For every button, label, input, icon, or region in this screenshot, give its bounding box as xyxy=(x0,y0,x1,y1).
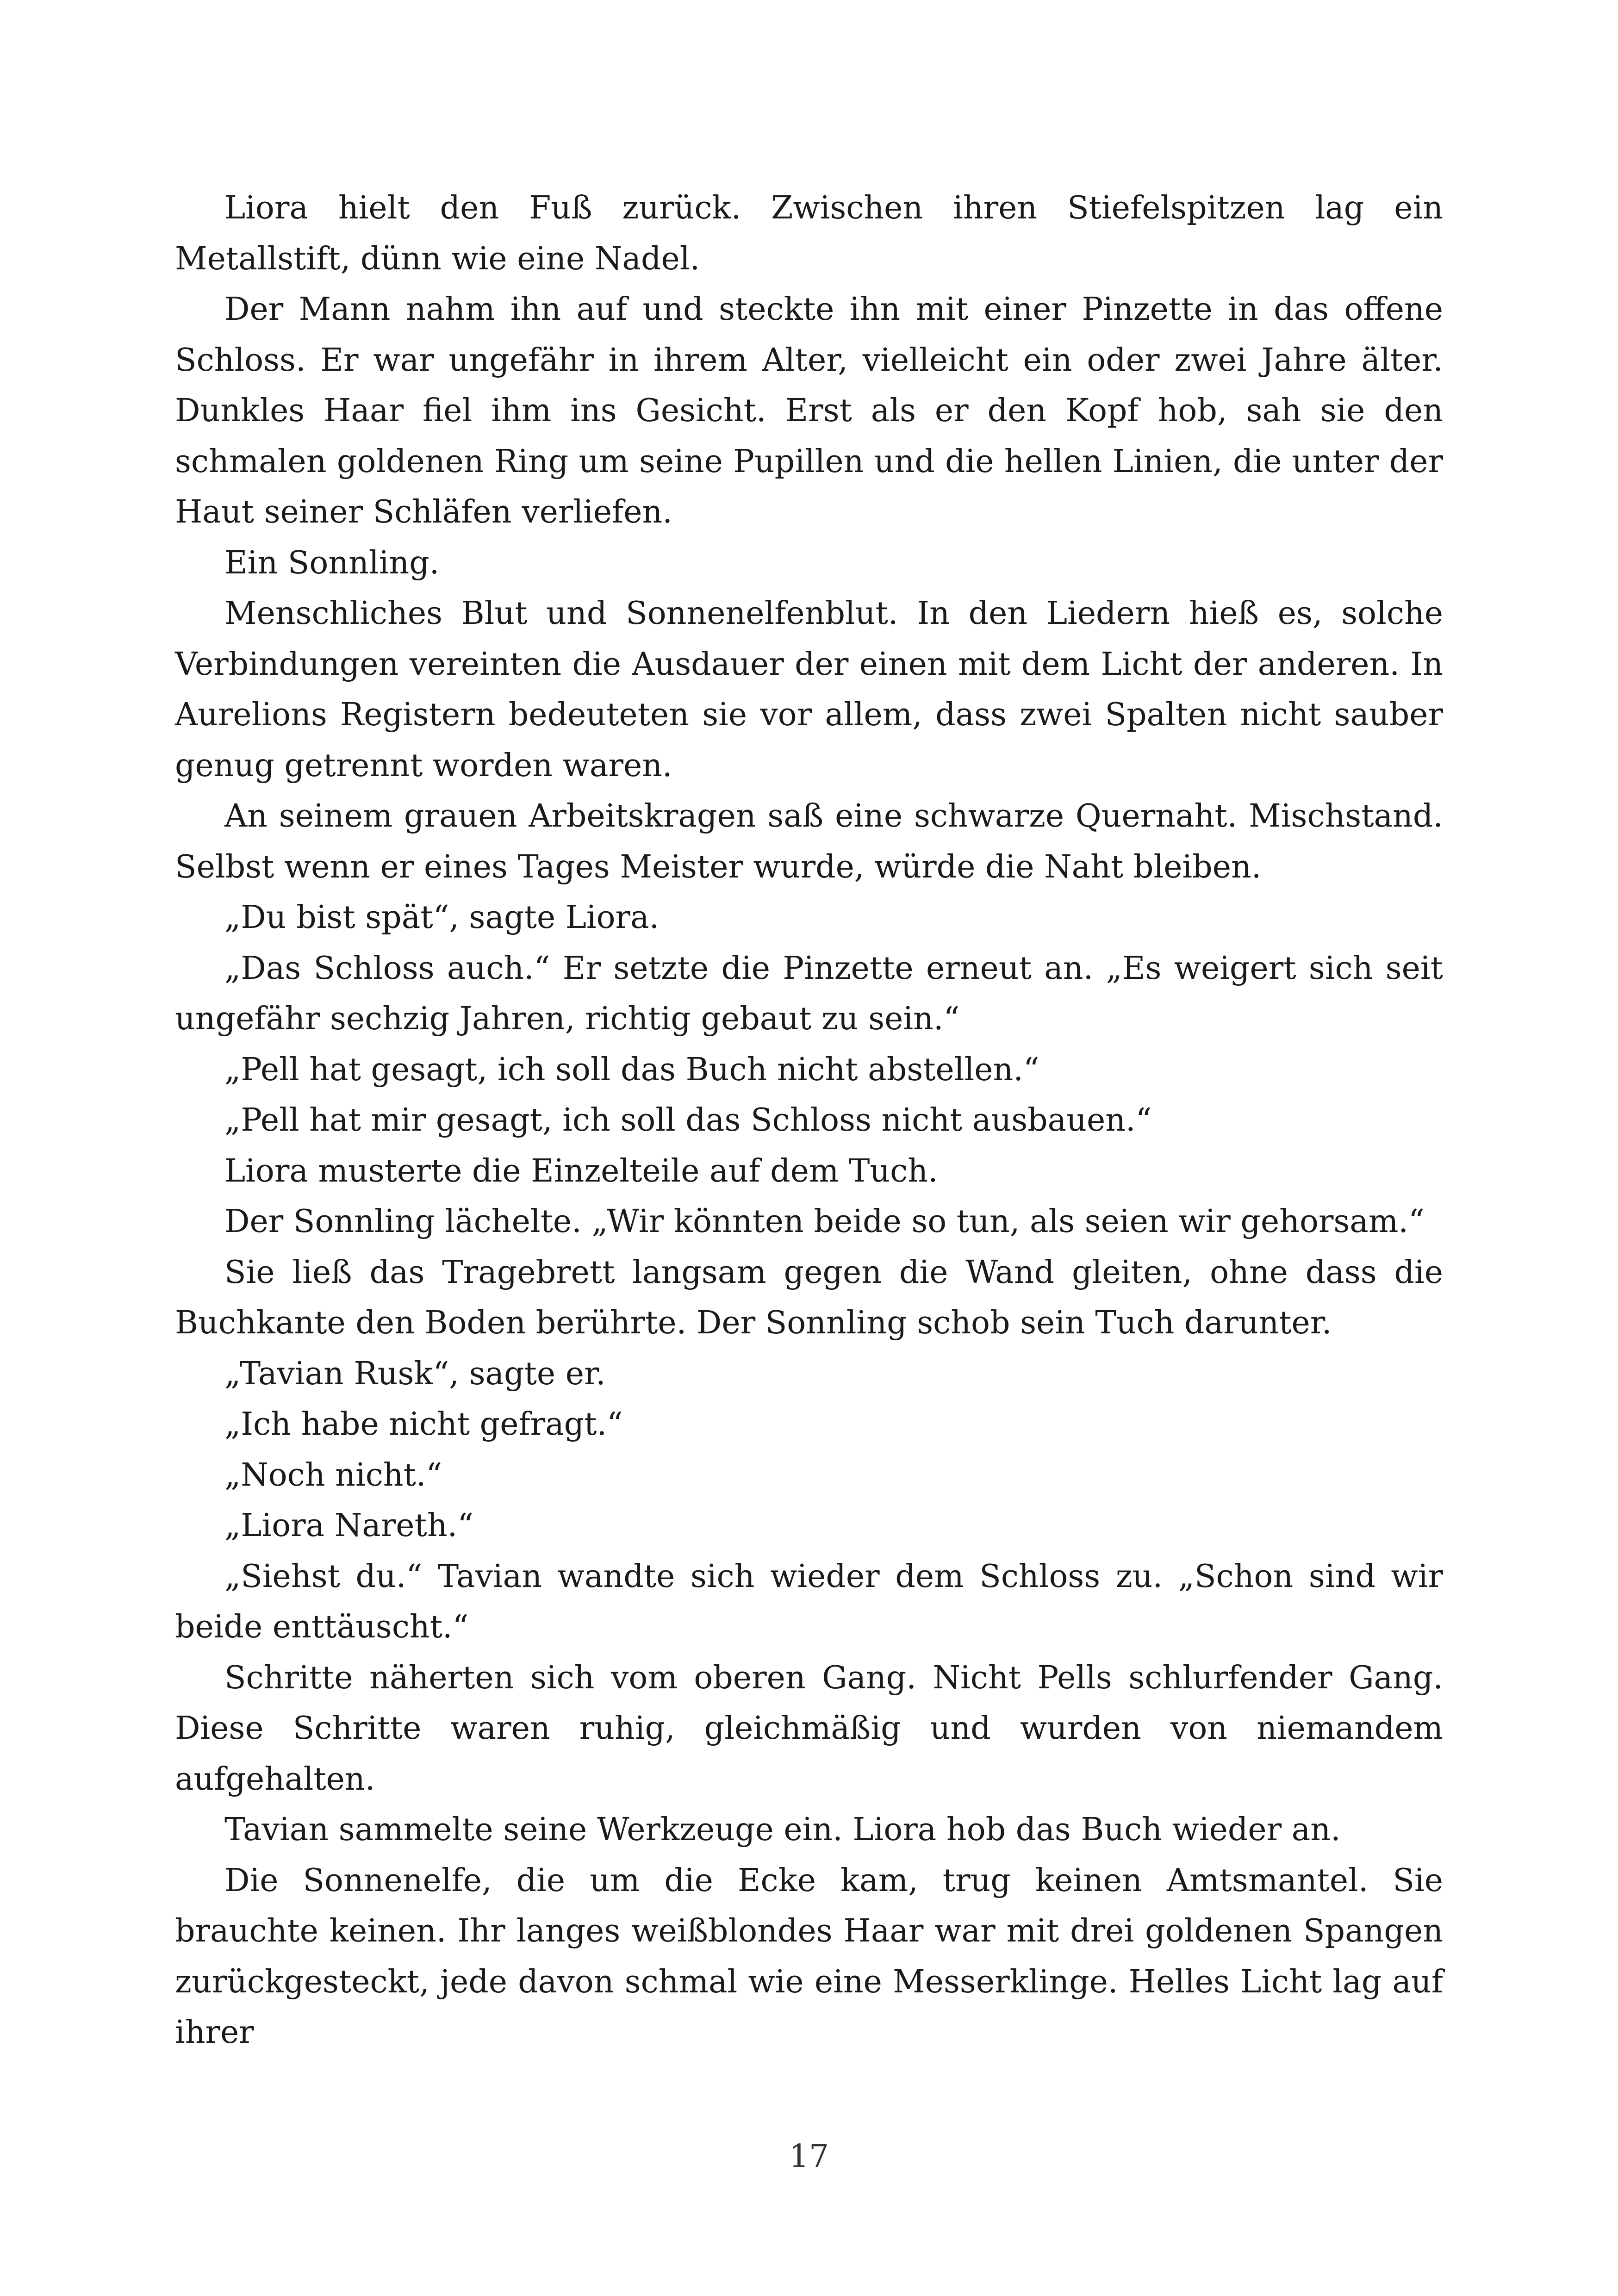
paragraph: Liora musterte die Einzelteile auf dem Tuch. xyxy=(224,1152,938,1189)
body-text xyxy=(175,183,1443,2058)
paragraph: Schritte näherten sich vom oberen Gang. Nicht Pells schlurfender Gang. Diese Schritte waren ruhig, gleichmäßig und wurden von niemandem aufgehalten. xyxy=(175,1659,1443,1798)
paragraph: „Du bist spät“, sagte Liora. xyxy=(224,899,660,936)
paragraph: „Noch nicht.“ xyxy=(224,1456,442,1493)
paragraph: „Tavian Rusk“, sagte er. xyxy=(224,1355,606,1392)
paragraph: „Pell hat mir gesagt, ich soll das Schloss nicht ausbauen.“ xyxy=(224,1102,1152,1139)
paragraph: An seinem grauen Arbeitskragen saß eine schwarze Quernaht. Mischstand. Selbst wenn er eines Tages Meister wurde, würde die Naht bleiben. xyxy=(175,798,1443,885)
paragraph: „Pell hat gesagt, ich soll das Buch nicht abstellen.“ xyxy=(224,1051,1039,1088)
paragraph: Der Mann nahm ihn auf und steckte ihn mit einer Pinzette in das offene Schloss. Er war ungefähr in ihrem Alter, vielleicht ein oder zwei Jahre älter. Dunkles Haar fiel ihm ins Gesicht. Erst als er den Kopf hob, sah sie den schmalen goldenen Ring um seine Pupillen und die hellen Linien, die unter der Haut seiner Schläfen verliefen. xyxy=(175,291,1443,530)
paragraph: Liora hielt den Fuß zurück. Zwischen ihren Stiefelspitzen lag ein Metallstift, dünn wie eine Nadel. xyxy=(175,190,1443,277)
paragraph: Tavian sammelte seine Werkzeuge ein. Liora hob das Buch wieder an. xyxy=(224,1811,1341,1848)
page-number: 17 xyxy=(789,2138,829,2175)
paragraph: Menschliches Blut und Sonnenelfenblut. In den Liedern hieß es, solche Verbindungen vereinten die Ausdauer der einen mit dem Licht der anderen. In Aurelions Registern bedeuteten sie vor allem, dass zwei Spalten nicht sauber genug getrennt worden waren. xyxy=(175,595,1443,784)
paragraph: Ein Sonnling. xyxy=(224,544,440,581)
paragraph: „Liora Nareth.“ xyxy=(224,1507,474,1544)
paragraph: „Ich habe nicht gefragt.“ xyxy=(224,1406,623,1443)
paragraph: „Siehst du.“ Tavian wandte sich wieder dem Schloss zu. „Schon sind wir beide enttäuscht.“ xyxy=(175,1558,1443,1645)
paragraph: „Das Schloss auch.“ Er setzte die Pinzette erneut an. „Es weigert sich seit ungefähr sechzig Jahren, richtig gebaut zu sein.“ xyxy=(175,950,1443,1037)
paragraph: Die Sonnenelfe, die um die Ecke kam, trug keinen Amtsmantel. Sie brauchte keinen. Ihr langes weißblondes Haar war mit drei goldenen Spangen zurückgesteckt, jede davon schmal wie eine Messerklinge. Helles Licht lag auf ihrer xyxy=(175,1862,1443,2051)
paragraph: Sie ließ das Tragebrett langsam gegen die Wand gleiten, ohne dass die Buchkante den Boden berührte. Der Sonnling schob sein Tuch darunter. xyxy=(175,1254,1443,1341)
paragraph: Der Sonnling lächelte. „Wir könnten beide so tun, als seien wir gehorsam.“ xyxy=(224,1203,1425,1240)
